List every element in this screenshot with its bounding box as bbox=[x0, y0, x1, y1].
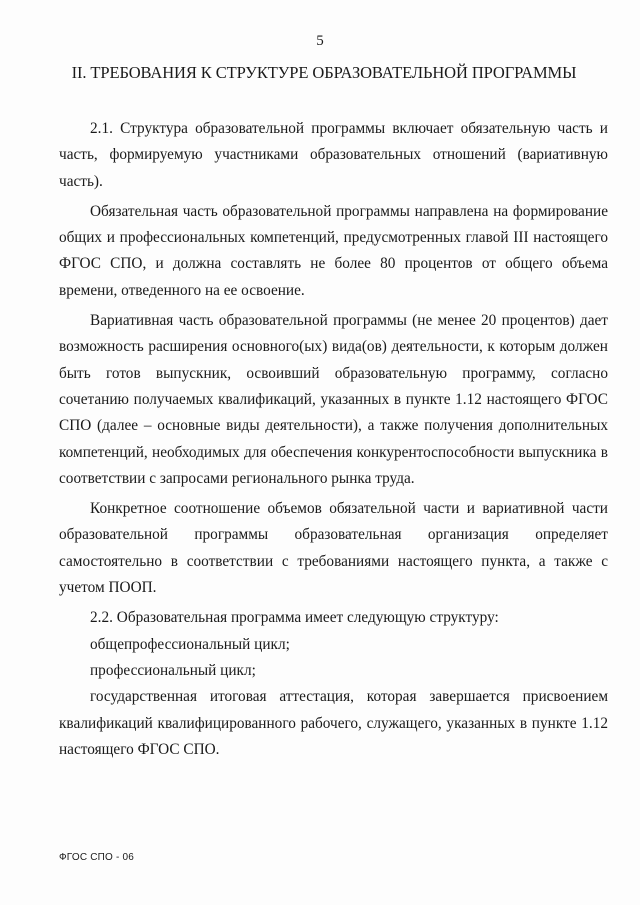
document-body bbox=[59, 116, 608, 763]
page-number: 5 bbox=[316, 33, 324, 49]
paragraph-mandatory-part: Обязательная часть образовательной программы направлена на формирование общих и профессиональных компетенций, предусмотренных главой III настоящего ФГОС СПО, и должна составлять не более 80 процентов от общего объема времени, отведенного на ее освоение. bbox=[59, 202, 608, 299]
paragraph-2-1: 2.1. Структура образовательной программы включает обязательную часть и часть, формируемую участниками образовательных отношений (вариативную часть). bbox=[59, 120, 608, 190]
paragraph-variable-part: Вариативная часть образовательной программы (не менее 20 процентов) дает возможность расширения основного(ых) вида(ов) деятельности, к которым должен быть готов выпускник, освоивший образовательную программу, согласно сочетанию получаемых квалификаций, указанных в пункте 1.12 настоящего ФГОС СПО (далее – основные виды деятельности), а также получения дополнительных компетенций, необходимых для обеспечения конкурентоспособности выпускника в соответствии с запросами регионального рынка труда. bbox=[59, 312, 608, 487]
footer-code: ФГОС СПО - 06 bbox=[59, 852, 135, 863]
list-item-professional-cycle: профессиональный цикл; bbox=[90, 661, 256, 679]
list-item-state-attestation: государственная итоговая аттестация, которая завершается присвоением квалификаций квалифицированного рабочего, служащего, указанных в пункте 1.12 настоящего ФГОС СПО. bbox=[59, 688, 608, 758]
list-item-general-cycle: общепрофессиональный цикл; bbox=[90, 635, 290, 653]
paragraph-2-2: 2.2. Образовательная программа имеет следующую структуру: bbox=[90, 609, 499, 627]
section-title: II. ТРЕБОВАНИЯ К СТРУКТУРЕ ОБРАЗОВАТЕЛЬНОЙ ПРОГРАММЫ bbox=[71, 63, 577, 82]
paragraph-ratio: Конкретное соотношение объемов обязательной части и вариативной части образовательной программы образовательная организация определяет самостоятельно в соответствии с требованиями настоящего пункта, а также с учетом ПООП. bbox=[59, 500, 608, 597]
